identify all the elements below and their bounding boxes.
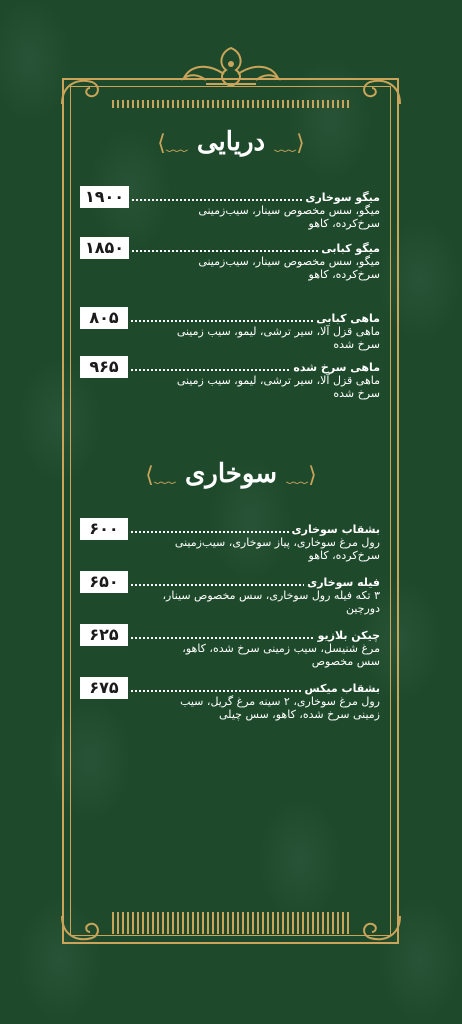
corner-scroll-icon — [354, 74, 404, 108]
item-name: ماهی سرخ شده — [293, 360, 380, 374]
item-description: میگو، سس مخصوص سینار، سیب‌زمینی سرخ‌کرده، کاهو — [198, 255, 380, 281]
heading-flourish-icon: ⟨﹏ — [145, 463, 176, 488]
item-name: بشقاب سوخاری — [291, 522, 380, 536]
item-name: میگو کبابی — [321, 241, 380, 255]
section-heading — [0, 126, 462, 157]
dot-leader — [131, 531, 289, 533]
section-title: سوخاری — [184, 459, 278, 489]
dot-leader — [131, 369, 290, 371]
item-description: ماهی قزل آلا، سیر ترشی، لیمو، سیب زمینی سرخ شده — [176, 325, 380, 351]
heading-flourish-icon: ﹏⟩ — [286, 463, 317, 488]
crown-ornament-icon — [176, 44, 286, 90]
item-description: رول مرغ سوخاری، ۲ سینه مرغ گریل، سیب زمینی سرخ شده، کاهو، سس چیلی — [180, 695, 380, 721]
heading-flourish-icon: ⟨﹏ — [157, 131, 188, 156]
dot-leader — [131, 690, 301, 692]
dot-leader — [131, 584, 304, 586]
menu-item — [80, 571, 380, 615]
dot-leader — [132, 250, 318, 252]
item-description: رول مرغ سوخاری، پیاز سوخاری، سیب‌زمینی سرخ‌کرده، کاهو — [174, 536, 380, 562]
item-price: ۶۵۰ — [80, 571, 128, 593]
item-description: مرغ شنیسل، سیب زمینی سرخ شده، کاهو، سس مخصوص — [182, 642, 380, 668]
item-price: ۱۹۰۰ — [80, 186, 129, 208]
menu-item — [80, 356, 380, 400]
item-name: چیکن بلازیو — [317, 628, 380, 642]
item-name: فیله سوخاری — [307, 575, 380, 589]
corner-scroll-icon — [58, 74, 108, 108]
dot-leader — [131, 320, 313, 322]
menu-item — [80, 518, 380, 562]
dot-leader — [131, 637, 315, 639]
section-heading — [0, 458, 462, 489]
item-name: میگو سوخاری — [305, 190, 380, 204]
menu-item — [80, 624, 380, 668]
item-price: ۶۰۰ — [80, 518, 128, 540]
top-fringe — [112, 100, 350, 108]
item-price: ۹۶۵ — [80, 356, 128, 378]
menu-item — [80, 307, 380, 351]
item-price: ۸۰۵ — [80, 307, 128, 329]
item-price: ۱۸۵۰ — [80, 237, 129, 259]
item-name: ماهی کبابی — [316, 311, 380, 325]
corner-scroll-icon — [354, 912, 404, 946]
item-name: بشقاب میکس — [304, 681, 380, 695]
item-price: ۶۲۵ — [80, 624, 128, 646]
item-description: میگو، سس مخصوص سینار، سیب‌زمینی سرخ‌کرده، کاهو — [198, 204, 380, 230]
item-price: ۶۷۵ — [80, 677, 128, 699]
menu-item — [80, 677, 380, 721]
dot-leader — [132, 199, 302, 201]
section-title: دریایی — [196, 127, 266, 157]
menu-item — [80, 186, 380, 230]
heading-flourish-icon: ﹏⟩ — [274, 131, 305, 156]
bottom-fringe — [112, 912, 350, 934]
item-description: ۳ تکه فیله رول سوخاری، سس مخصوص سینار، دورچین — [162, 589, 380, 615]
menu-item — [80, 237, 380, 281]
item-description: ماهی قزل آلا، سیر ترشی، لیمو، سیب زمینی سرخ شده — [176, 374, 380, 400]
corner-scroll-icon — [58, 912, 108, 946]
